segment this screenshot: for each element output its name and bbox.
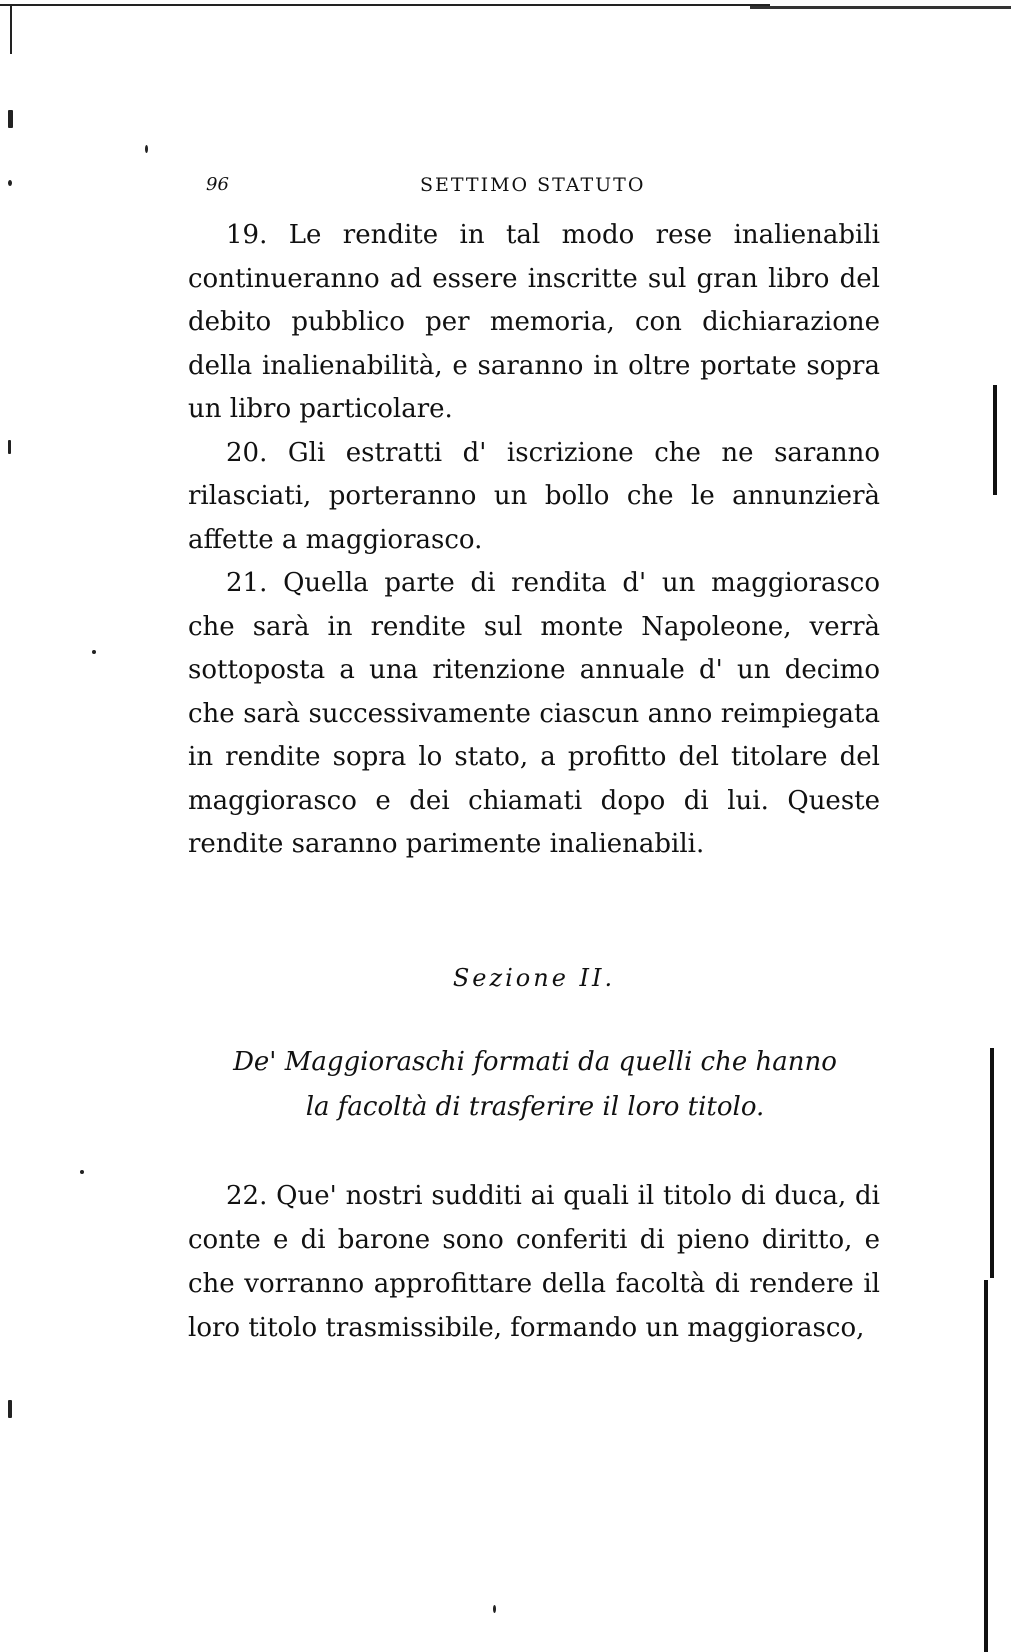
scan-speck	[8, 1400, 12, 1418]
running-title: SETTIMO STATUTO	[420, 174, 646, 196]
article-22: 22. Que' nostri sudditi ai quali il titolo di duca, di conte e di barone sono conferiti di pieno diritto, e che vorranno approfittare della facoltà di rendere il loro titolo trasmissibile, formando un maggiorasco,	[188, 1181, 880, 1343]
body-text	[188, 214, 880, 867]
scan-speck	[8, 110, 13, 128]
scan-edge-top	[0, 4, 770, 6]
section-heading: Sezione II.	[452, 964, 616, 992]
section-subtitle-line-2: la facoltà di trasferire il loro titolo.	[305, 1092, 765, 1122]
article-20: 20. Gli estratti d' iscrizione che ne saranno rilasciati, porteranno un bollo che le annunzierà affette a maggiorasco.	[188, 437, 880, 555]
scan-speck	[145, 145, 148, 153]
scan-edge-right-middle	[990, 1048, 994, 1278]
scan-edge-left	[10, 4, 12, 54]
scan-speck	[493, 1605, 496, 1613]
article-19: 19. Le rendite in tal modo rese inalienabili continueranno ad essere inscritte sul gran libro del debito pubblico per memoria, con dichiarazione della inalienabilità, e saranno in oltre portate sopra un libro particolare.	[188, 220, 880, 424]
running-head	[200, 174, 850, 200]
section-subtitle-line-1: De' Maggioraschi formati da quelli che hanno	[233, 1047, 837, 1077]
page-number: 96	[206, 174, 229, 195]
scan-speck	[8, 180, 12, 186]
body-text-continued	[188, 1174, 880, 1350]
section-subtitle	[180, 1040, 890, 1130]
scan-speck	[80, 1170, 84, 1174]
scan-edge-right-lower	[984, 1280, 988, 1652]
scan-edge-top-right	[750, 6, 1011, 9]
scan-speck	[92, 650, 96, 654]
scan-speck	[8, 440, 11, 454]
article-21: 21. Quella parte di rendita d' un maggiorasco che sarà in rendite sul monte Napoleone, verrà sottoposta a una ritenzione annuale d' un decimo che sarà successivamente ciascun anno reimpiegata in rendite sopra lo stato, a profitto del titolare del maggiorasco e dei chiamati dopo di lui. Queste rendite saranno parimente inalienabili.	[188, 568, 880, 859]
scan-edge-right-upper	[993, 385, 997, 495]
